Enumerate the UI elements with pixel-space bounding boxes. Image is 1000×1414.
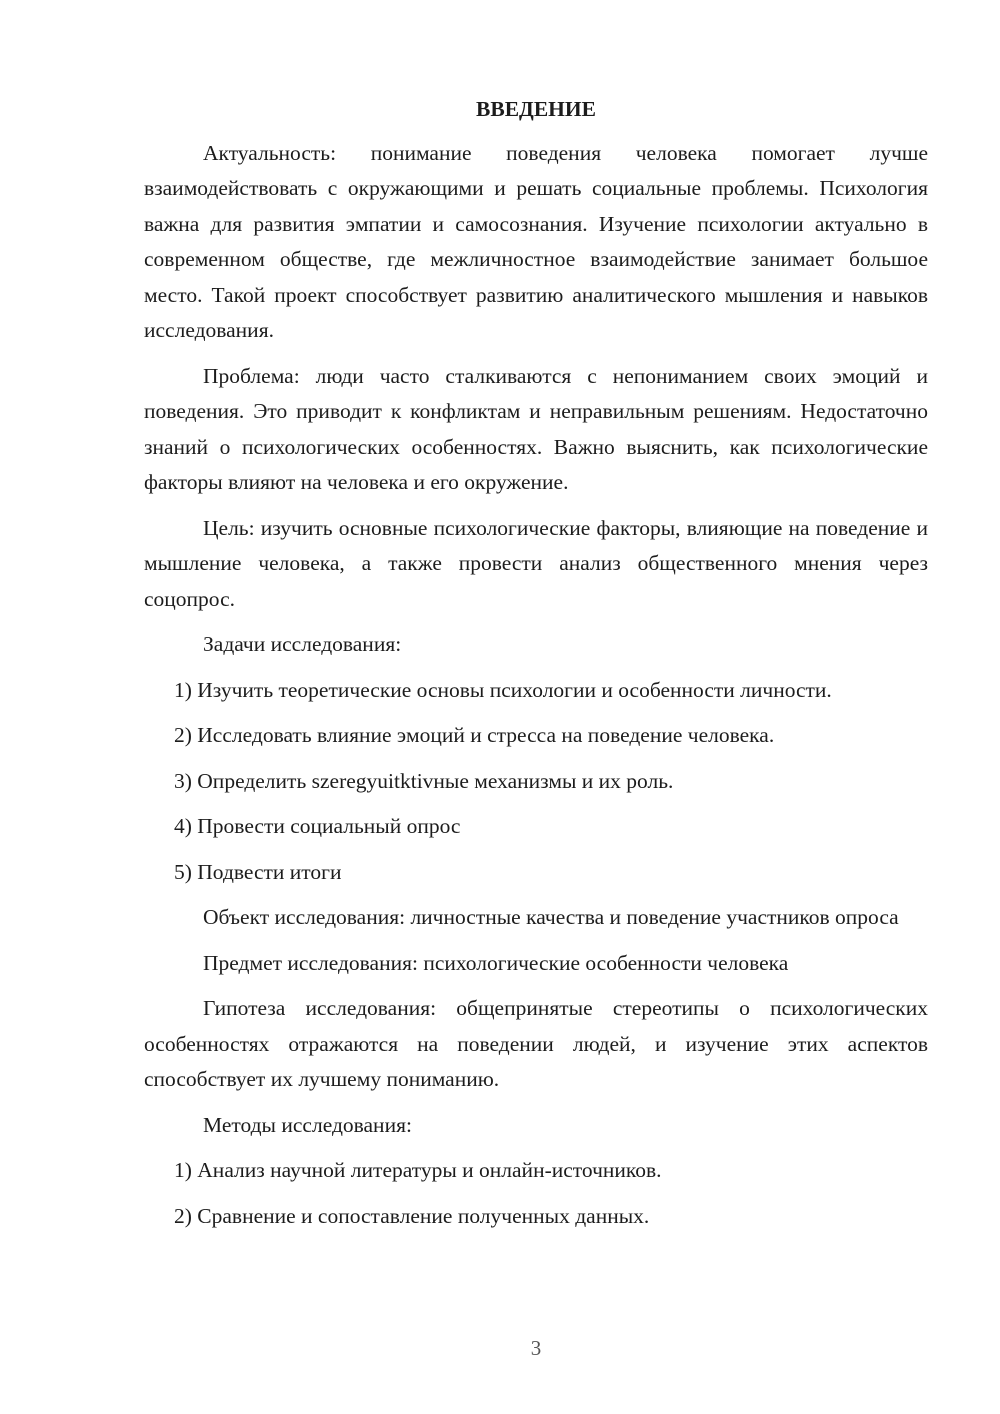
- method-item: 2) Сравнение и сопоставление полученных данных.: [174, 1203, 650, 1228]
- goal-paragraph: Цель: изучить основные психологические факторы, влияющие на поведение и мышление человека, а также провести анализ общественного мнения через соцопрос.: [144, 515, 928, 611]
- problem-paragraph: Проблема: люди часто сталкиваются с непониманием своих эмоций и поведения. Это приводит к конфликтам и неправильным решениям. Недостаточно знаний о психологических особенностях. Важно выяснить, как психологические факторы влияют на человека и его окружение.: [144, 363, 928, 494]
- task-item: 3) Определить szeregyuitktivные механизмы и их роль.: [174, 768, 674, 793]
- tasks-heading: Задачи исследования:: [203, 632, 402, 656]
- page-number: 3: [530, 1336, 542, 1360]
- object-paragraph: Объект исследования: личностные качества и поведение участников опроса: [203, 905, 899, 929]
- task-item: 5) Подвести итоги: [174, 859, 342, 884]
- document-page: [144, 92, 928, 1244]
- hypothesis-paragraph: Гипотеза исследования: общепринятые стереотипы о психологических особенностях отражаются на поведении людей, и изучение этих аспектов способствует их лучшему пониманию.: [144, 996, 928, 1091]
- subject-paragraph: Предмет исследования: психологические особенности человека: [203, 950, 789, 975]
- method-item: 1) Анализ научной литературы и онлайн-источников.: [174, 1158, 662, 1182]
- task-item: 2) Исследовать влияние эмоций и стресса на поведение человека.: [174, 723, 775, 747]
- task-item: 4) Провести социальный опрос: [174, 814, 461, 838]
- tasks-list: [144, 673, 928, 891]
- section-title: ВВЕДЕНИЕ: [476, 97, 596, 121]
- methods-list: [144, 1153, 928, 1234]
- methods-heading: Методы исследования:: [203, 1112, 412, 1137]
- relevance-paragraph: Актуальность: понимание поведения человека помогает лучше взаимодействовать с окружающими и решать социальные проблемы. Психология важна для развития эмпатии и самосознания. Изучение психологии актуально в современном обществе, где межличностное взаимодействие занимает большое место. Такой проект способствует развитию аналитического мышления и навыков исследования.: [144, 140, 928, 342]
- task-item: 1) Изучить теоретические основы психологии и особенности личности.: [174, 677, 832, 702]
